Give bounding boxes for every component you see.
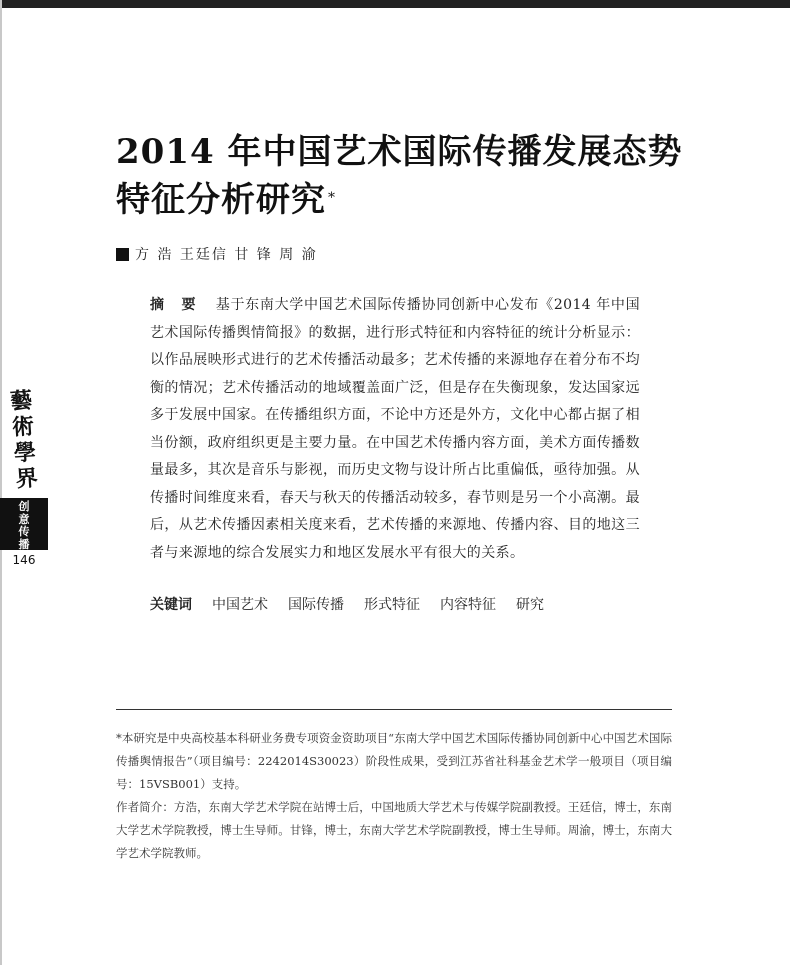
keyword-item: 形式特征 (364, 597, 420, 613)
abstract (150, 292, 640, 567)
square-bullet-icon (116, 248, 129, 261)
author-line (116, 244, 318, 264)
funding-note: *本研究是中央高校基本科研业务费专项资金资助项目“东南大学中国艺术国际传播协同创新中心中国艺术国际传播舆情报告”（项目编号：2242014S30023）阶段性成果，受到江苏省社科基金艺术学一般项目（项目编号：15VSB001）支持。 (116, 731, 672, 791)
author-names: 方 浩 王廷信 甘 锋 周 渝 (135, 247, 318, 263)
keywords-label: 关键词 (150, 597, 192, 613)
keywords (150, 594, 564, 614)
article-title (116, 128, 696, 224)
top-border (0, 0, 790, 8)
section-label: 创 意 传 播 (0, 498, 48, 550)
keyword-item: 内容特征 (440, 597, 496, 613)
abstract-label: 摘 要 (150, 297, 202, 313)
footnote-divider (116, 709, 672, 710)
page-number: 146 (12, 553, 36, 567)
keyword-item: 研究 (516, 597, 544, 613)
journal-logo: 藝 術 學 界 (9, 387, 39, 493)
keyword-item: 国际传播 (288, 597, 344, 613)
title-footnote-mark: * (328, 190, 336, 206)
margin-tab (0, 388, 48, 567)
footnote (116, 727, 672, 865)
author-bio: 作者简介：方浩，东南大学艺术学院在站博士后，中国地质大学艺术与传媒学院副教授。王廷信，博士，东南大学艺术学院教授，博士生导师。甘锋，博士，东南大学艺术学院副教授，博士生导师。周渝，博士，东南大学艺术学院教师。 (116, 800, 672, 860)
article-title-text: 2014 年中国艺术国际传播发展态势特征分析研究 (116, 132, 683, 220)
keyword-item: 中国艺术 (212, 597, 268, 613)
abstract-text: 基于东南大学中国艺术国际传播协同创新中心发布《2014 年中国艺术国际传播舆情简报》的数据，进行形式特征和内容特征的统计分析显示：以作品展映形式进行的艺术传播活动最多；艺术传播的来源地存在着分布不均衡的情况；艺术传播活动的地域覆盖面广泛，但是存在失衡现象，发达国家远多于发展中国家。在传播组织方面，不论中方还是外方，文化中心都占据了相当份额，政府组织更是主要力量。在中国艺术传播内容方面，美术方面传播数量最多，其次是音乐与影视，而历史文物与设计所占比重偏低，亟待加强。从传播时间维度来看，春天与秋天的传播活动较多，春节则是另一个小高潮。最后，从艺术传播因素相关度来看，艺术传播的来源地、传播内容、目的地这三者与来源地的综合发展实力和地区发展水平有很大的关系。 (150, 297, 641, 561)
